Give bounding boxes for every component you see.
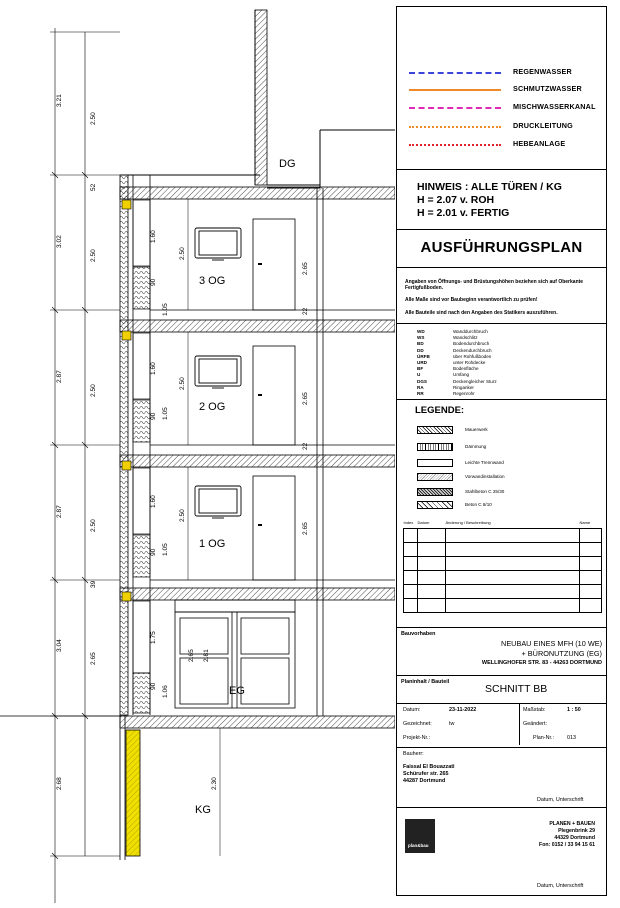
dim-inner-1og: 2.50: [90, 519, 97, 532]
plan-title: AUSFÜHRUNGSPLAN: [420, 239, 583, 256]
bauvorhaben-line2: + BÜRONUTZUNG (EG): [521, 649, 602, 658]
dim-inner-52: 52: [90, 183, 97, 191]
abbr-code: WD: [417, 329, 425, 334]
bauvorhaben-label: Bauvorhaben: [401, 631, 436, 637]
dim-kg: 2.68: [56, 777, 63, 790]
divider: [397, 323, 606, 324]
dim-3og: 3.02: [56, 235, 63, 248]
svg-text:1.05: 1.05: [162, 407, 169, 420]
divider: [397, 807, 606, 808]
abbr-code: U: [417, 372, 421, 378]
note-1: Angaben von Öffnungs- und Brüstungshöhen beziehen sich auf Oberkante Fertigfußboden.: [405, 279, 584, 291]
svg-text:22: 22: [302, 442, 309, 450]
svg-text:1.05: 1.05: [162, 543, 169, 556]
abbr-code: RR: [417, 391, 424, 397]
svg-text:2.50: 2.50: [179, 377, 186, 390]
gezeichnet-value: tw: [449, 721, 455, 727]
abbr-text: Deckendurchbruch: [453, 347, 492, 353]
planinhalt-label: Planinhalt / Bauteil: [401, 679, 450, 685]
svg-text:2.50: 2.50: [179, 509, 186, 522]
abbr-code: BF: [417, 366, 424, 372]
legend-regenwasser: REGENWASSER: [405, 67, 600, 79]
signature-1: Datum, Unterschrift: [537, 797, 584, 803]
abbr-code: URD: [417, 360, 427, 366]
svg-text:22: 22: [302, 307, 309, 315]
floor-label-eg: EG: [229, 685, 245, 697]
firm-name: PLANEN + BAUEN: [549, 821, 595, 827]
abbr-text: Deckengleicher Sturz: [453, 378, 497, 384]
abbr-text: Wandschlitz: [453, 335, 478, 341]
legend-schmutzwasser: SCHMUTZWASSER: [405, 84, 600, 96]
svg-text:2.30: 2.30: [211, 777, 218, 790]
legend-beton-swatch: [417, 501, 453, 509]
legend-stahlbeton-swatch: [417, 488, 453, 496]
note-2: Alle Maße sind vor Baubeginn verantwortlich zu prüfen!: [405, 297, 538, 303]
dim-inner-3og: 2.50: [90, 249, 97, 262]
svg-text:90: 90: [150, 278, 157, 286]
dim-2og: 2.87: [56, 370, 63, 383]
bauvorhaben-address: WELLINGHOFER STR. 83 - 44263 DORTMUND: [481, 660, 602, 666]
planinhalt-value: SCHNITT BB: [485, 683, 548, 695]
firm-street: Plegenbrink 29: [558, 828, 595, 834]
svg-text:90: 90: [150, 412, 157, 420]
divider: [397, 267, 606, 268]
abbr-code: DD: [417, 347, 424, 353]
divider: [397, 229, 606, 230]
bauvorhaben-line1: NEUBAU EINES MFH (10 WE): [501, 639, 602, 648]
dim-inner-dg: 2.50: [90, 112, 97, 125]
divider: [397, 399, 606, 400]
svg-text:90: 90: [150, 682, 157, 690]
note-3: Alle Bauteile sind nach den Angaben des Statikers auszuführen.: [405, 310, 558, 316]
svg-text:1.60: 1.60: [150, 230, 157, 243]
massstab-value: 1 : 50: [567, 707, 581, 713]
floor-label-2og: 2 OG: [199, 401, 226, 413]
bauherr-label: Bauherr:: [403, 751, 424, 757]
legend-vorwand-swatch: [417, 473, 453, 481]
abbr-code: WS: [417, 335, 425, 341]
divider: [397, 747, 606, 748]
bauherr-city: 44287 Dortmund: [403, 778, 446, 784]
bauherr-street: Schürufer str. 265: [403, 771, 449, 777]
abbr-code: ÜRFB: [417, 353, 430, 359]
kg-insulation: [126, 730, 140, 856]
title-block: REGENWASSER SCHMUTZWASSER MISCHWASSERKANAL DRUCKLEITUNG HEBEANLAGE HINWEIS : ALLE TÜREN / KG H = 2.07 v. ROH H = 2.01 v. FERTIG AUSFÜHRUNGSPLAN Angaben von Öffnungs- und Brüstungshöhen beziehen sich auf Oberkante Fertigfußboden. Alle Maße sind vor Baubeginn verantwortlich zu prüfen! Alle Bauteile sind nach den Angaben des Statikers auszuführen. WD WS BD DD ÜRFB URD BF U DGS RA RR Wanddurchbruch Wandschlitz Bodendurchbruch Deckendurchbruch über Rohfußboden unter Rohdecke Bodenfläche Umfang Deckengleicher Sturz Ringanker Regenrohr LEGENDE: Mauerwerk Dämmung Leichte Trennwand Vorwandinstallation Stahlbeton C 25/30 Beton C 8/10 Index Datum Änderung / Beschreibung Name Bauvorhaben NEUBAU EINES MFH (10 WE) + BÜRONUTZUNG (EG) WELLINGHOFER STR. 83 - 44263 DORTMUND Planinhalt / Bauteil SCHNITT BB Datum: 23-11-2022 Maßstab: 1 : 50 Gezeichnet: tw Geändert: Projekt-Nr.: Plan-Nr.: 013 Bauherr: Faissal El Bouazzati Schürufer str. 265 44287 Dortmund Datum, Unterschrift plan&bau PLANEN + BAUEN Plegenbrink 29 44329 Dortmund Fon: 0152 / 33 94 15 61 Datum, Unterschrift: [396, 6, 607, 896]
dim-inner-2og: 2.50: [90, 384, 97, 397]
dimension-chain-outer: [0, 28, 120, 903]
legend-daemmung-swatch: [417, 443, 453, 451]
bauherr-name: Faissal El Bouazzati: [403, 764, 455, 770]
slabs: [120, 187, 395, 728]
svg-text:90: 90: [150, 548, 157, 556]
svg-text:2.65: 2.65: [302, 522, 309, 535]
svg-text:1.05: 1.05: [162, 303, 169, 316]
legend-hebeanlage: HEBEANLAGE: [405, 139, 600, 151]
divider: [397, 627, 606, 628]
divider: [397, 675, 606, 676]
abbr-text: unter Rohdecke: [453, 360, 486, 366]
dg-floor: [120, 10, 395, 188]
hinweis-line3: H = 2.01 v. FERTIG: [417, 207, 510, 219]
divider-vertical: [519, 703, 520, 745]
abbr-text: Umfang: [453, 372, 470, 378]
hinweis-line1: HINWEIS : ALLE TÜREN / KG: [417, 181, 562, 193]
dim-inner-eg: 2.65: [90, 652, 97, 665]
hinweis-line2: H = 2.07 v. ROH: [417, 194, 495, 206]
svg-text:2.81: 2.81: [203, 649, 210, 662]
dim-inner-39: 39: [90, 580, 97, 588]
legende-title: LEGENDE:: [415, 405, 465, 416]
floor-label-1og: 1 OG: [199, 538, 226, 550]
floor-label-kg: KG: [195, 804, 211, 816]
signature-2: Datum, Unterschrift: [537, 883, 584, 889]
floor-label-3og: 3 OG: [199, 275, 226, 287]
room-height-dims: [179, 199, 309, 856]
abbr-text: Regenrohr: [453, 391, 475, 397]
abbr-code: RA: [417, 384, 424, 390]
legend-mischwasserkanal: MISCHWASSERKANAL: [405, 102, 600, 114]
abbr-text: über Rohfußboden: [453, 353, 492, 359]
abbr-text: Ringanker: [453, 384, 474, 390]
datum-value: 23-11-2022: [449, 707, 477, 713]
dim-eg: 3.04: [56, 639, 63, 652]
interior-wall: [253, 188, 323, 716]
dim-1og: 2.87: [56, 505, 63, 518]
divider: [397, 703, 606, 704]
outer-dim-labels: [56, 94, 97, 790]
svg-text:2.65: 2.65: [188, 649, 195, 662]
svg-text:1.06: 1.06: [162, 685, 169, 698]
legend-trennwand-swatch: [417, 459, 453, 467]
svg-text:2.65: 2.65: [302, 392, 309, 405]
svg-text:2.50: 2.50: [179, 247, 186, 260]
svg-text:2.65: 2.65: [302, 262, 309, 275]
svg-text:1.60: 1.60: [150, 362, 157, 375]
floor-label-dg: DG: [279, 158, 296, 170]
abbr-text: Wanddurchbruch: [453, 329, 488, 334]
firm-logo: plan&bau: [405, 819, 435, 853]
divider: [397, 169, 606, 170]
dim-dg: 3.21: [56, 94, 63, 107]
svg-text:1.75: 1.75: [150, 631, 157, 644]
firm-city: 44329 Dortmund: [554, 835, 595, 841]
legend-mauerwerk-swatch: [417, 426, 453, 434]
plan-nr-value: 013: [567, 735, 576, 741]
abbr-code: DGS: [417, 378, 427, 384]
revision-table: Index Datum Änderung / Beschreibung Name: [403, 520, 602, 613]
tv-icons: [195, 228, 241, 518]
abbr-text: Bodendurchbruch: [453, 341, 490, 347]
abbr-text: Bodenfläche: [453, 366, 479, 372]
abbr-code: BD: [417, 341, 424, 347]
legend-druckleitung: DRUCKLEITUNG: [405, 121, 600, 133]
firm-phone: Fon: 0152 / 33 94 15 61: [539, 842, 595, 848]
svg-text:1.60: 1.60: [150, 495, 157, 508]
